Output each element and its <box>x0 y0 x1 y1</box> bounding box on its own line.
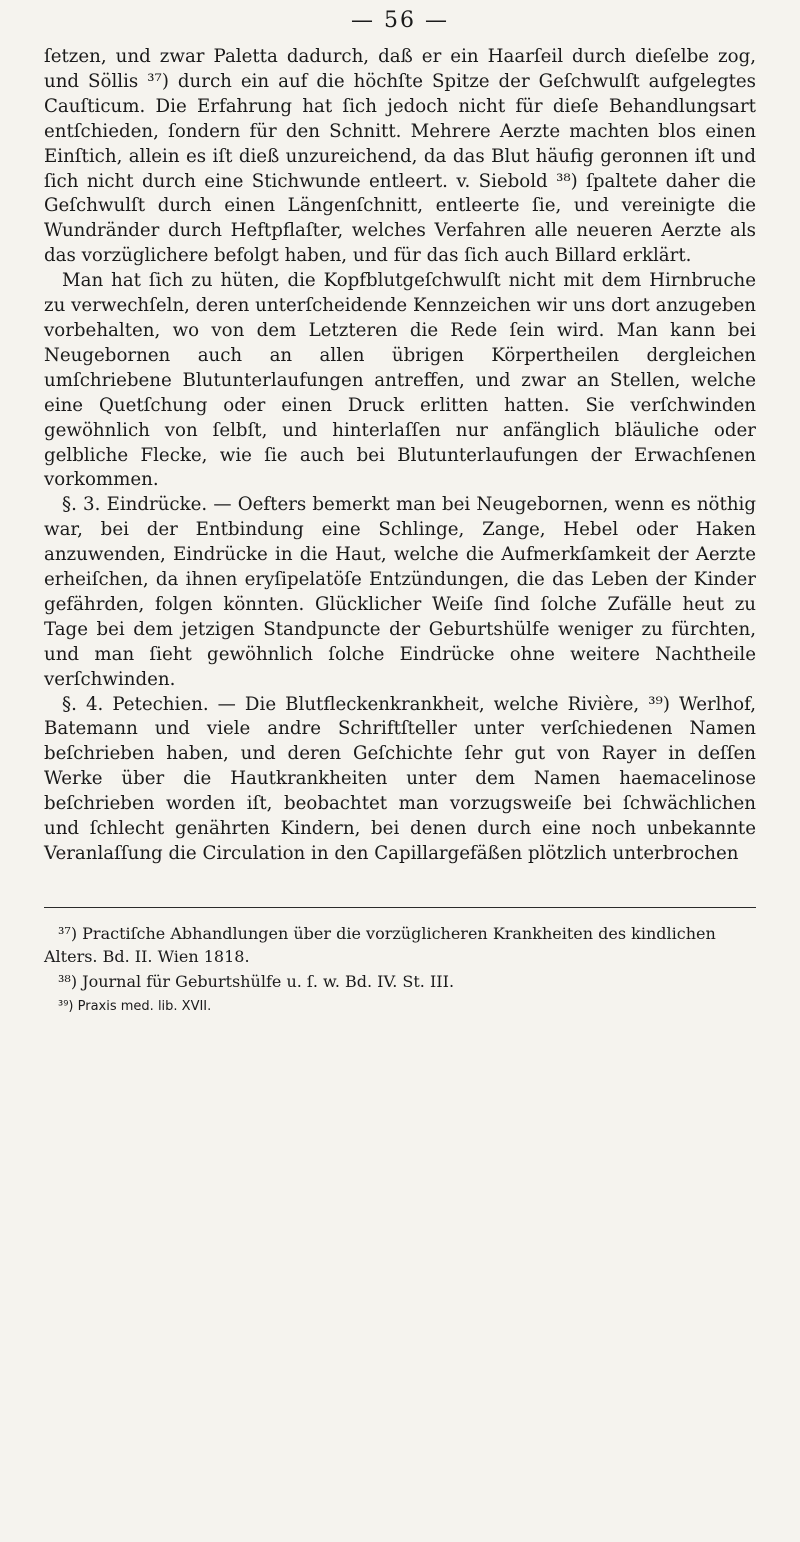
main-text <box>44 45 756 867</box>
footnote-37: ³⁷) Practiſche Abhandlungen über die vorzüglicheren Krankheiten des kindlichen Alters. Bd. II. Wien 1818. <box>44 923 716 966</box>
footnotes <box>44 922 756 1018</box>
footnote-39: ³⁹) Praxis med. lib. XVII. <box>58 998 212 1014</box>
page-number: — 56 — <box>351 8 449 33</box>
section-4-petechiae: §. 4. Petechien. — Die Blutfleckenkrankheit, welche Rivière, ³⁹) Werlhof, Batemann und viele andre Schriftſteller unter verſchiedenen Namen beſchrieben haben, und deren Geſchichte ſehr gut von Rayer in deſſen Werke über die Hautkrankheiten unter dem Namen haemacelinose beſchrieben worden iſt, beobachtet man vorzugsweiſe bei ſchwächlichen und ſchlecht genährten Kindern, bei denen durch eine noch unbekannte Veranlaſſung die Circulation in den Capillargefäßen plötzlich unterbrochen <box>44 693 756 864</box>
paragraph-differential-diagnosis: Man hat ſich zu hüten, die Kopfblutgeſchwulſt nicht mit dem Hirnbruche zu verwechſeln, deren unterſcheidende Kennzeichen wir uns dort anzugeben vorbehalten, wo von dem Letzteren die Rede ſein wird. Man kann bei Neugebornen auch an allen übrigen Körpertheilen dergleichen umſchriebene Blutunterlaufungen antreffen, und zwar an Stellen, welche eine Quetſchung oder einen Druck erlitten hatten. Sie verſchwinden gewöhnlich von ſelbſt, und hinterlaſſen nur anfänglich bläuliche oder gelbliche Flecke, wie ſie auch bei Blutunterlaufungen der Erwachſenen vorkommen. <box>44 270 756 491</box>
paragraph-blood-tumor-treatment: ſetzen, und zwar Paletta dadurch, daß er ein Haarſeil durch dieſelbe zog, und Söllis ³⁷) durch ein auf die höchſte Spitze der Geſchwulſt aufgelegtes Cauſticum. Die Erfahrung hat ſich jedoch nicht für dieſe Behandlungsart entſchieden, ſondern für den Schnitt. Mehrere Aerzte machten blos einen Einſtich, allein es iſt dieß unzureichend, da das Blut häufig geronnen iſt und ſich nicht durch eine Stichwunde entleert. v. Siebold ³⁸) ſpaltete daher die Geſchwulſt durch einen Längenſchnitt, entleerte ſie, und vereinigte die Wundränder durch Heftpflaſter, welches Verfahren alle neueren Aerzte als das vorzüglichere befolgt haben, und für das ſich auch Billard erklärt. <box>44 46 756 267</box>
section-3-impressions: §. 3. Eindrücke. — Oefters bemerkt man bei Neugebornen, wenn es nöthig war, bei der Entbindung eine Schlinge, Zange, Hebel oder Haken anzuwenden, Eindrücke in die Haut, welche die Aufmerkſamkeit der Aerzte erheiſchen, da ihnen eryſipelatöſe Entzündungen, die das Leben der Kinder gefährden, folgen könnten. Glücklicher Weiſe ſind ſolche Zufälle heut zu Tage bei dem jetzigen Standpuncte der Geburtshülfe weniger zu fürchten, und man ſieht gewöhnlich ſolche Eindrücke ohne weitere Nachtheile verſchwinden. <box>44 494 756 690</box>
footnote-38: ³⁸) Journal für Geburtshülfe u. ſ. w. Bd. IV. St. III. <box>58 971 455 991</box>
footnote-divider <box>44 907 756 908</box>
